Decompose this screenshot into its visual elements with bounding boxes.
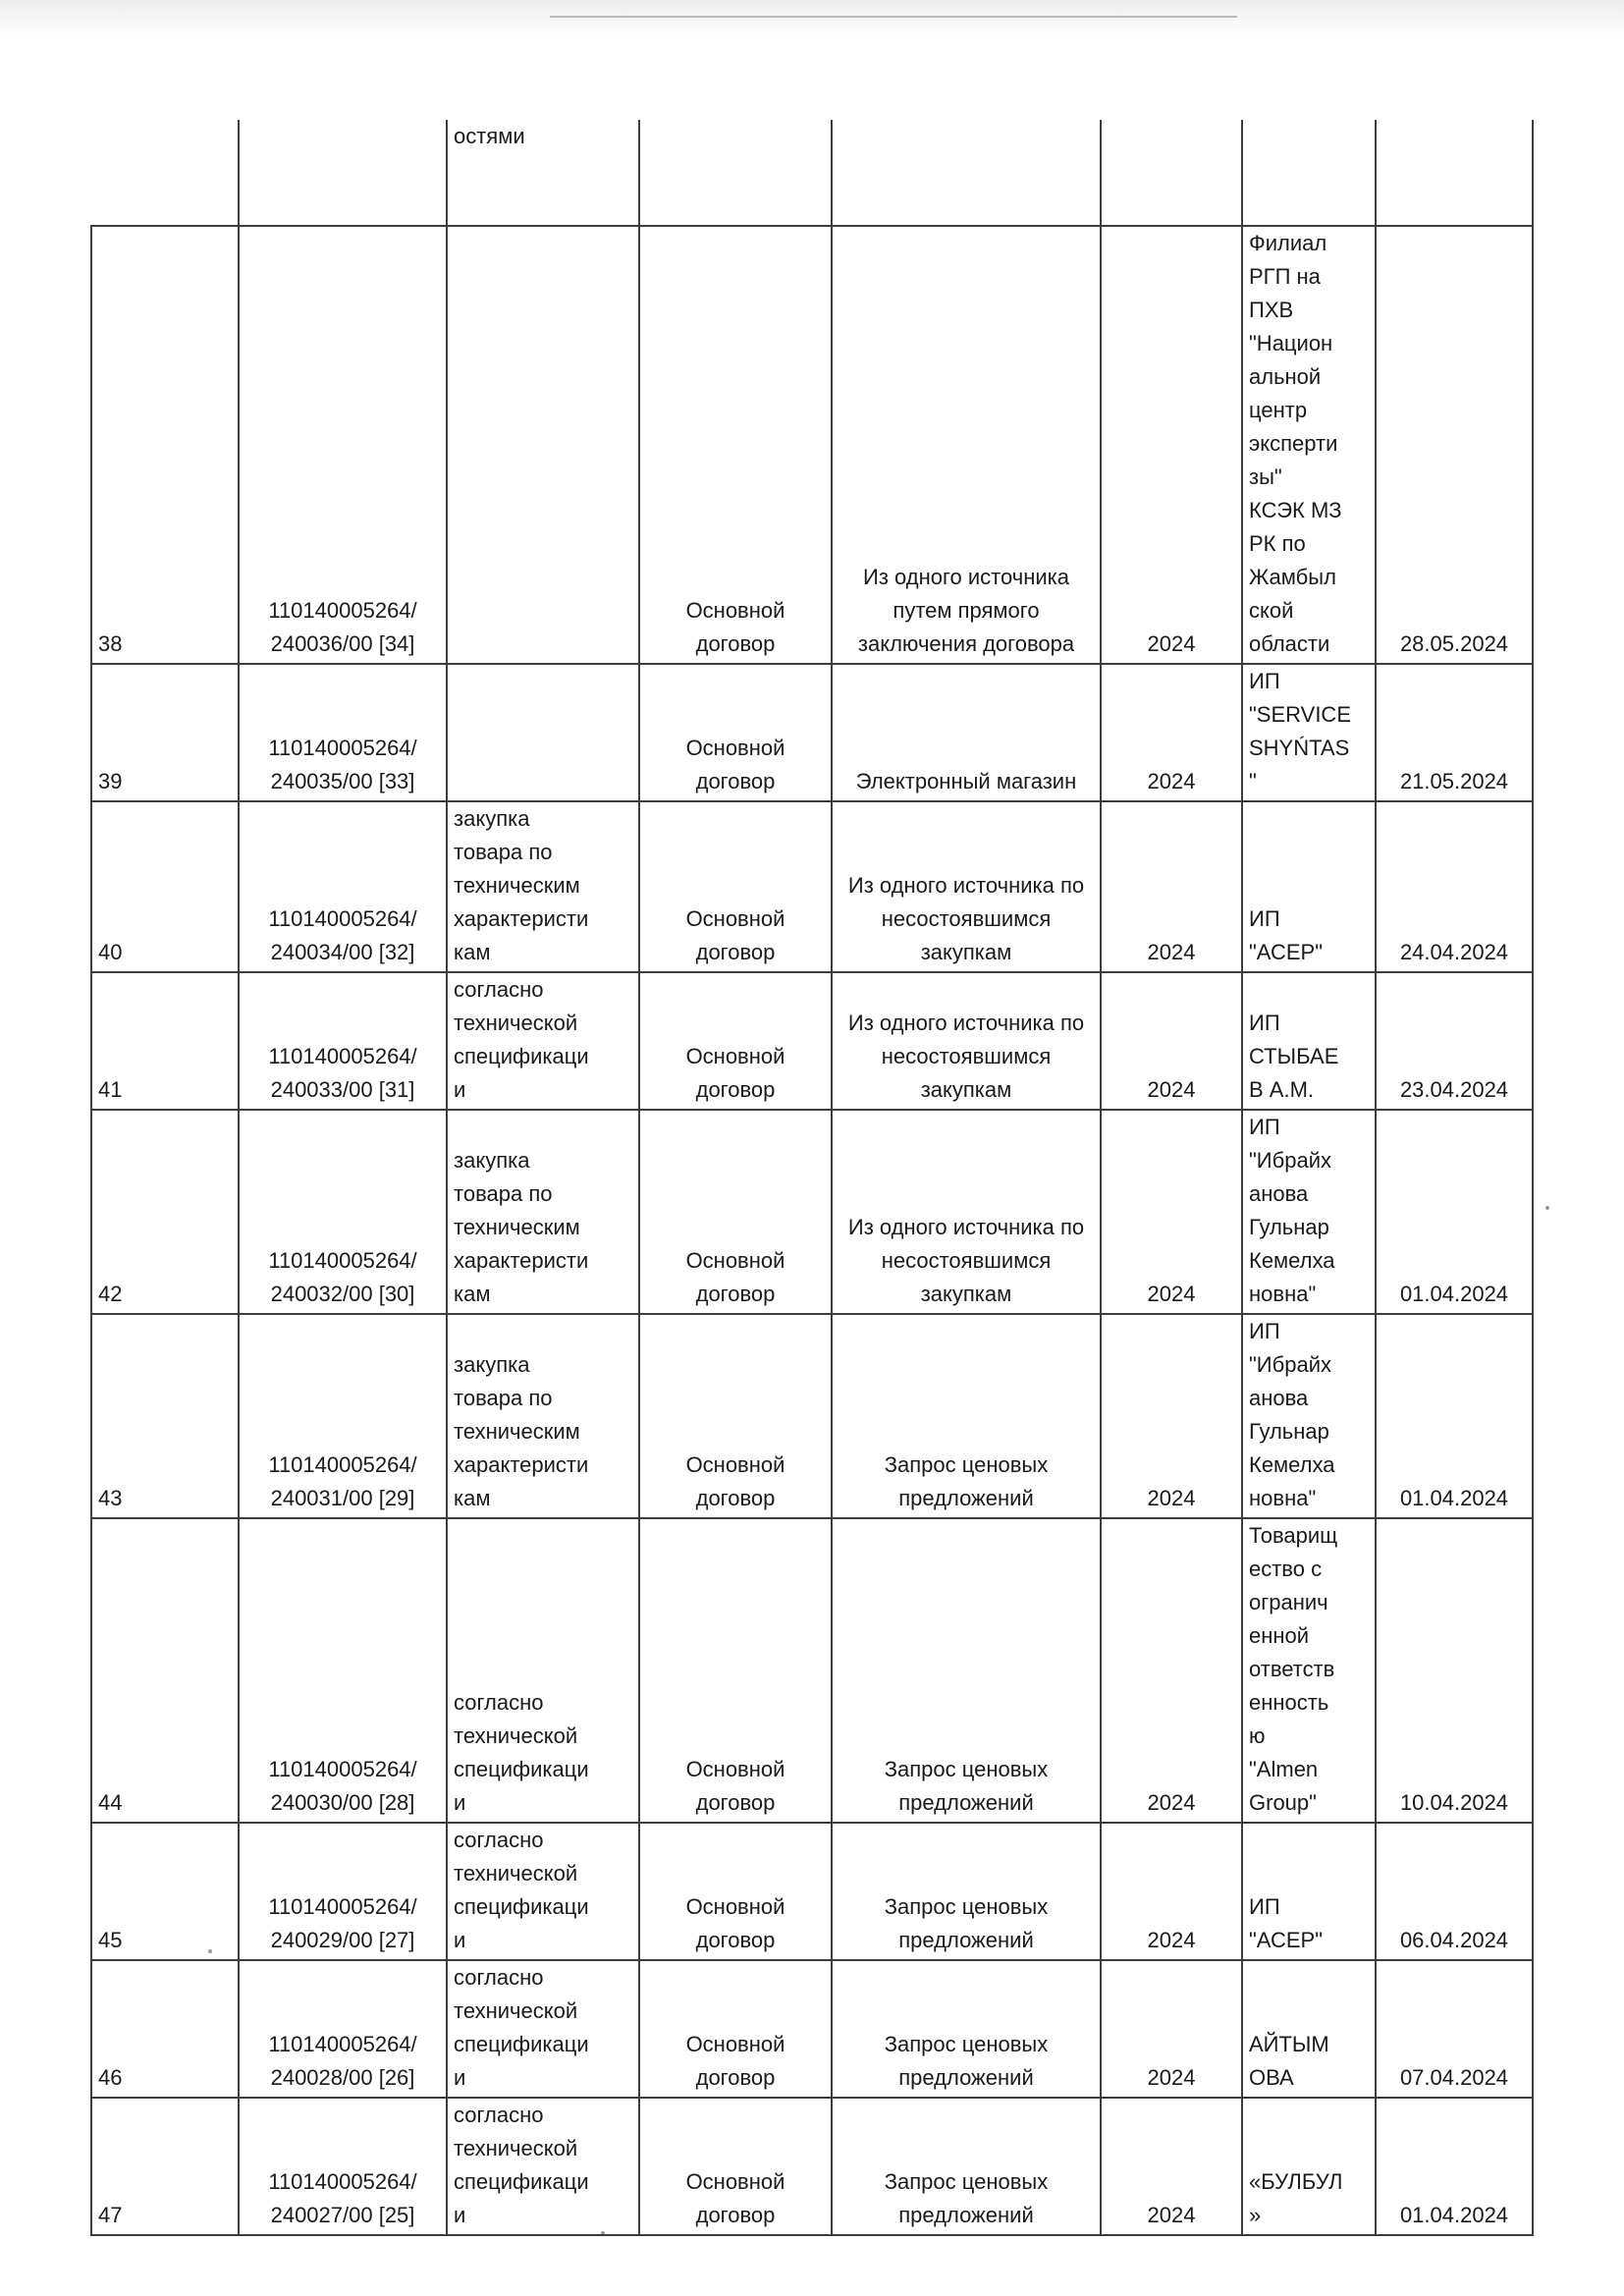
- cell-date-text: 07.04.2024: [1399, 2065, 1509, 2090]
- cell-year: [1101, 1823, 1242, 1960]
- cell-contract-type-text: Основной договор: [685, 2032, 785, 2090]
- cell-number-text: 39: [98, 769, 123, 793]
- contracts-table-body: [91, 120, 1533, 2235]
- cell-procurement-method: [832, 801, 1101, 972]
- cell-year-text: 2024: [1147, 1077, 1196, 1102]
- cell-procurement-method-text: Запрос ценовых предложений: [884, 1452, 1049, 1510]
- cell-subject: [447, 664, 639, 801]
- cell-number-text: 42: [98, 1282, 123, 1306]
- cell-contract-type: [639, 1960, 832, 2098]
- scan-speck: [1545, 1206, 1549, 1210]
- cell-year-text: 2024: [1147, 1928, 1196, 1952]
- cell-contract-type-text: Основной договор: [685, 1044, 785, 1102]
- continuation-subject-text: остями: [454, 124, 525, 148]
- cell-date: [1376, 1960, 1533, 2098]
- cell-year-text: 2024: [1147, 2065, 1196, 2090]
- cell-number: [91, 664, 239, 801]
- cell-contract-id-text: 110140005264/ 240036/00 [34]: [268, 598, 417, 656]
- cell-supplier-text: Филиал РГП на ПХВ "Национ альной центр эксперти зы" КСЭК МЗ РК по Жамбыл ской области: [1249, 231, 1342, 656]
- cell-number-text: 38: [98, 631, 123, 656]
- cell-contract-type-text: Основной договор: [685, 1452, 785, 1510]
- cell-date: [1376, 120, 1533, 226]
- table-row: [91, 226, 1533, 664]
- cell-contract-type: [639, 801, 832, 972]
- cell-year: [1101, 1518, 1242, 1823]
- cell-procurement-method: [832, 2098, 1101, 2235]
- cell-supplier-text: ИП "SERVICE SHYŃTAS ": [1249, 669, 1351, 793]
- cell-subject-text: согласно технической спецификаци и: [454, 1690, 589, 1815]
- cell-date-text: 10.04.2024: [1399, 1790, 1509, 1815]
- cell-contract-id: [239, 1110, 447, 1314]
- cell-number-text: 41: [98, 1077, 123, 1102]
- cell-contract-type: [639, 120, 832, 226]
- cell-contract-id: [239, 972, 447, 1110]
- cell-number: [91, 972, 239, 1110]
- cell-contract-id-text: 110140005264/ 240027/00 [25]: [268, 2169, 417, 2227]
- cell-supplier-text: ИП СТЫБАЕ В А.М.: [1249, 1011, 1339, 1102]
- cell-year-text: 2024: [1147, 769, 1196, 793]
- cell-procurement-method-text: Запрос ценовых предложений: [884, 1757, 1049, 1815]
- cell-contract-type-text: Основной договор: [685, 1248, 785, 1306]
- cell-contract-id: [239, 801, 447, 972]
- cell-date: [1376, 801, 1533, 972]
- cell-year-text: 2024: [1147, 1282, 1196, 1306]
- cell-date: [1376, 1314, 1533, 1518]
- table-row: [91, 801, 1533, 972]
- cell-contract-type-text: Основной договор: [685, 906, 785, 964]
- cell-supplier: [1242, 1518, 1376, 1823]
- cell-subject: [447, 1110, 639, 1314]
- cell-procurement-method-text: Запрос ценовых предложений: [884, 1894, 1049, 1952]
- cell-date: [1376, 972, 1533, 1110]
- cell-subject: [447, 1314, 639, 1518]
- cell-year: [1101, 1110, 1242, 1314]
- cell-year: [1101, 1314, 1242, 1518]
- cell-subject-text: закупка товара по техническим характеристи кам: [454, 806, 589, 964]
- cell-year-text: 2024: [1147, 2203, 1196, 2227]
- cell-supplier: [1242, 226, 1376, 664]
- cell-number: [91, 1823, 239, 1960]
- cell-date: [1376, 226, 1533, 664]
- cell-contract-id-text: 110140005264/ 240029/00 [27]: [268, 1894, 417, 1952]
- cell-date-text: 01.04.2024: [1399, 1486, 1509, 1510]
- cell-procurement-method: [832, 1823, 1101, 1960]
- cell-number-text: 46: [98, 2065, 123, 2090]
- cell-contract-type: [639, 1518, 832, 1823]
- cell-date: [1376, 1823, 1533, 1960]
- cell-number-text: 44: [98, 1790, 123, 1815]
- cell-supplier: [1242, 1823, 1376, 1960]
- cell-contract-id: [239, 1518, 447, 1823]
- cell-supplier-text: ИП "Ибрайх анова Гульнар Кемелха новна": [1249, 1115, 1335, 1306]
- cell-contract-type-text: Основной договор: [685, 736, 785, 793]
- cell-procurement-method-text: Электронный магазин: [855, 769, 1077, 793]
- cell-procurement-method-text: Запрос ценовых предложений: [884, 2169, 1049, 2227]
- cell-supplier-text: Товарищ ество с огранич енной ответств енность ю "Almen Group": [1249, 1523, 1338, 1815]
- cell-supplier-text: ИП "АСЕР": [1249, 1894, 1324, 1952]
- cell-date-text: 21.05.2024: [1399, 769, 1509, 793]
- cell-date: [1376, 664, 1533, 801]
- cell-number: [91, 801, 239, 972]
- scan-artifact-line: [550, 16, 1237, 18]
- cell-supplier-text: «БУЛБУЛ »: [1249, 2169, 1343, 2227]
- table-row: [91, 664, 1533, 801]
- cell-date-text: 28.05.2024: [1399, 631, 1509, 656]
- cell-date-text: 01.04.2024: [1399, 1282, 1509, 1306]
- cell-procurement-method: [832, 1314, 1101, 1518]
- cell-contract-id-text: 110140005264/ 240030/00 [28]: [268, 1757, 417, 1815]
- cell-number: [91, 1518, 239, 1823]
- cell-contract-id: [239, 1314, 447, 1518]
- cell-date-text: 23.04.2024: [1399, 1077, 1509, 1102]
- table-row: [91, 1960, 1533, 2098]
- cell-procurement-method: [832, 226, 1101, 664]
- cell-number: [91, 226, 239, 664]
- cell-subject: [447, 2098, 639, 2235]
- cell-date-text: 01.04.2024: [1399, 2203, 1509, 2227]
- cell-contract-id: [239, 2098, 447, 2235]
- cell-contract-type: [639, 2098, 832, 2235]
- cell-date: [1376, 1110, 1533, 1314]
- cell-year-text: 2024: [1147, 631, 1196, 656]
- cell-supplier: [1242, 972, 1376, 1110]
- cell-subject-text: согласно технической спецификаци и: [454, 977, 589, 1102]
- cell-contract-id-text: 110140005264/ 240028/00 [26]: [268, 2032, 417, 2090]
- cell-procurement-method-text: Из одного источника по несостоявшимся закупкам: [847, 873, 1085, 964]
- cell-supplier: [1242, 1960, 1376, 2098]
- cell-subject: [447, 801, 639, 972]
- cell-procurement-method-text: Из одного источника путем прямого заключения договора: [857, 565, 1075, 656]
- cell-procurement-method: [832, 1518, 1101, 1823]
- cell-number: [91, 1314, 239, 1518]
- cell-contract-type-text: Основной договор: [685, 598, 785, 656]
- cell-contract-type: [639, 1110, 832, 1314]
- cell-contract-id-text: 110140005264/ 240031/00 [29]: [268, 1452, 417, 1510]
- cell-subject: [447, 1518, 639, 1823]
- cell-date: [1376, 2098, 1533, 2235]
- cell-procurement-method: [832, 120, 1101, 226]
- scan-top-shadow: [0, 0, 1624, 35]
- cell-number-text: 47: [98, 2203, 123, 2227]
- cell-contract-id: [239, 1960, 447, 2098]
- cell-subject-text: согласно технической спецификаци и: [454, 1828, 589, 1952]
- cell-subject: [447, 1960, 639, 2098]
- cell-number: [91, 2098, 239, 2235]
- cell-procurement-method-text: Из одного источника по несостоявшимся закупкам: [847, 1011, 1085, 1102]
- cell-supplier-text: ИП "АСЕР": [1249, 906, 1324, 964]
- cell-procurement-method: [832, 1960, 1101, 2098]
- cell-contract-id-text: 110140005264/ 240034/00 [32]: [268, 906, 417, 964]
- cell-contract-id: [239, 1823, 447, 1960]
- cell-date-text: 06.04.2024: [1399, 1928, 1509, 1952]
- cell-procurement-method: [832, 972, 1101, 1110]
- cell-contract-type: [639, 1823, 832, 1960]
- document-page: [90, 120, 1534, 2236]
- cell-contract-id-text: 110140005264/ 240032/00 [30]: [268, 1248, 417, 1306]
- cell-procurement-method: [832, 1110, 1101, 1314]
- cell-supplier-text: ИП "Ибрайх анова Гульнар Кемелха новна": [1249, 1319, 1335, 1510]
- cell-procurement-method-text: Запрос ценовых предложений: [884, 2032, 1049, 2090]
- cell-number-text: 40: [98, 940, 123, 964]
- cell-supplier: [1242, 120, 1376, 226]
- table-row: [91, 1823, 1533, 1960]
- cell-supplier: [1242, 1314, 1376, 1518]
- cell-subject: [447, 1823, 639, 1960]
- cell-contract-id: [239, 226, 447, 664]
- cell-contract-type-text: Основной договор: [685, 1894, 785, 1952]
- cell-subject: [447, 120, 639, 226]
- table-row: [91, 1518, 1533, 1823]
- cell-procurement-method: [832, 664, 1101, 801]
- cell-year: [1101, 1960, 1242, 2098]
- continuation-row: [91, 120, 1533, 226]
- cell-contract-id-text: 110140005264/ 240035/00 [33]: [268, 736, 417, 793]
- cell-supplier-text: АЙТЫМ ОВА: [1249, 2032, 1329, 2090]
- cell-year: [1101, 226, 1242, 664]
- cell-subject-text: закупка товара по техническим характеристи кам: [454, 1352, 589, 1510]
- cell-year-text: 2024: [1147, 1790, 1196, 1815]
- cell-date: [1376, 1518, 1533, 1823]
- cell-year-text: 2024: [1147, 940, 1196, 964]
- table-row: [91, 972, 1533, 1110]
- cell-contract-id: [239, 120, 447, 226]
- cell-supplier: [1242, 801, 1376, 972]
- cell-contract-type: [639, 1314, 832, 1518]
- cell-subject: [447, 226, 639, 664]
- table-row: [91, 1110, 1533, 1314]
- cell-year: [1101, 972, 1242, 1110]
- cell-contract-type-text: Основной договор: [685, 1757, 785, 1815]
- cell-contract-id: [239, 664, 447, 801]
- cell-number-text: 45: [98, 1928, 123, 1952]
- cell-year-text: 2024: [1147, 1486, 1196, 1510]
- cell-supplier: [1242, 2098, 1376, 2235]
- table-row: [91, 1314, 1533, 1518]
- cell-contract-type: [639, 226, 832, 664]
- cell-contract-type: [639, 972, 832, 1110]
- cell-year: [1101, 120, 1242, 226]
- cell-contract-type: [639, 664, 832, 801]
- cell-year: [1101, 664, 1242, 801]
- cell-number-text: 43: [98, 1486, 123, 1510]
- cell-subject: [447, 972, 639, 1110]
- cell-subject-text: закупка товара по техническим характеристи кам: [454, 1148, 589, 1306]
- cell-year: [1101, 801, 1242, 972]
- cell-subject-text: согласно технической спецификаци и: [454, 2103, 589, 2227]
- cell-contract-id-text: 110140005264/ 240033/00 [31]: [268, 1044, 417, 1102]
- cell-number: [91, 120, 239, 226]
- contracts-table: [90, 120, 1534, 2236]
- cell-procurement-method-text: Из одного источника по несостоявшимся закупкам: [847, 1215, 1085, 1306]
- cell-contract-type-text: Основной договор: [685, 2169, 785, 2227]
- cell-year: [1101, 2098, 1242, 2235]
- cell-supplier: [1242, 1110, 1376, 1314]
- cell-subject-text: согласно технической спецификаци и: [454, 1965, 589, 2090]
- cell-number: [91, 1960, 239, 2098]
- cell-supplier: [1242, 664, 1376, 801]
- cell-date-text: 24.04.2024: [1399, 940, 1509, 964]
- table-row: [91, 2098, 1533, 2235]
- cell-number: [91, 1110, 239, 1314]
